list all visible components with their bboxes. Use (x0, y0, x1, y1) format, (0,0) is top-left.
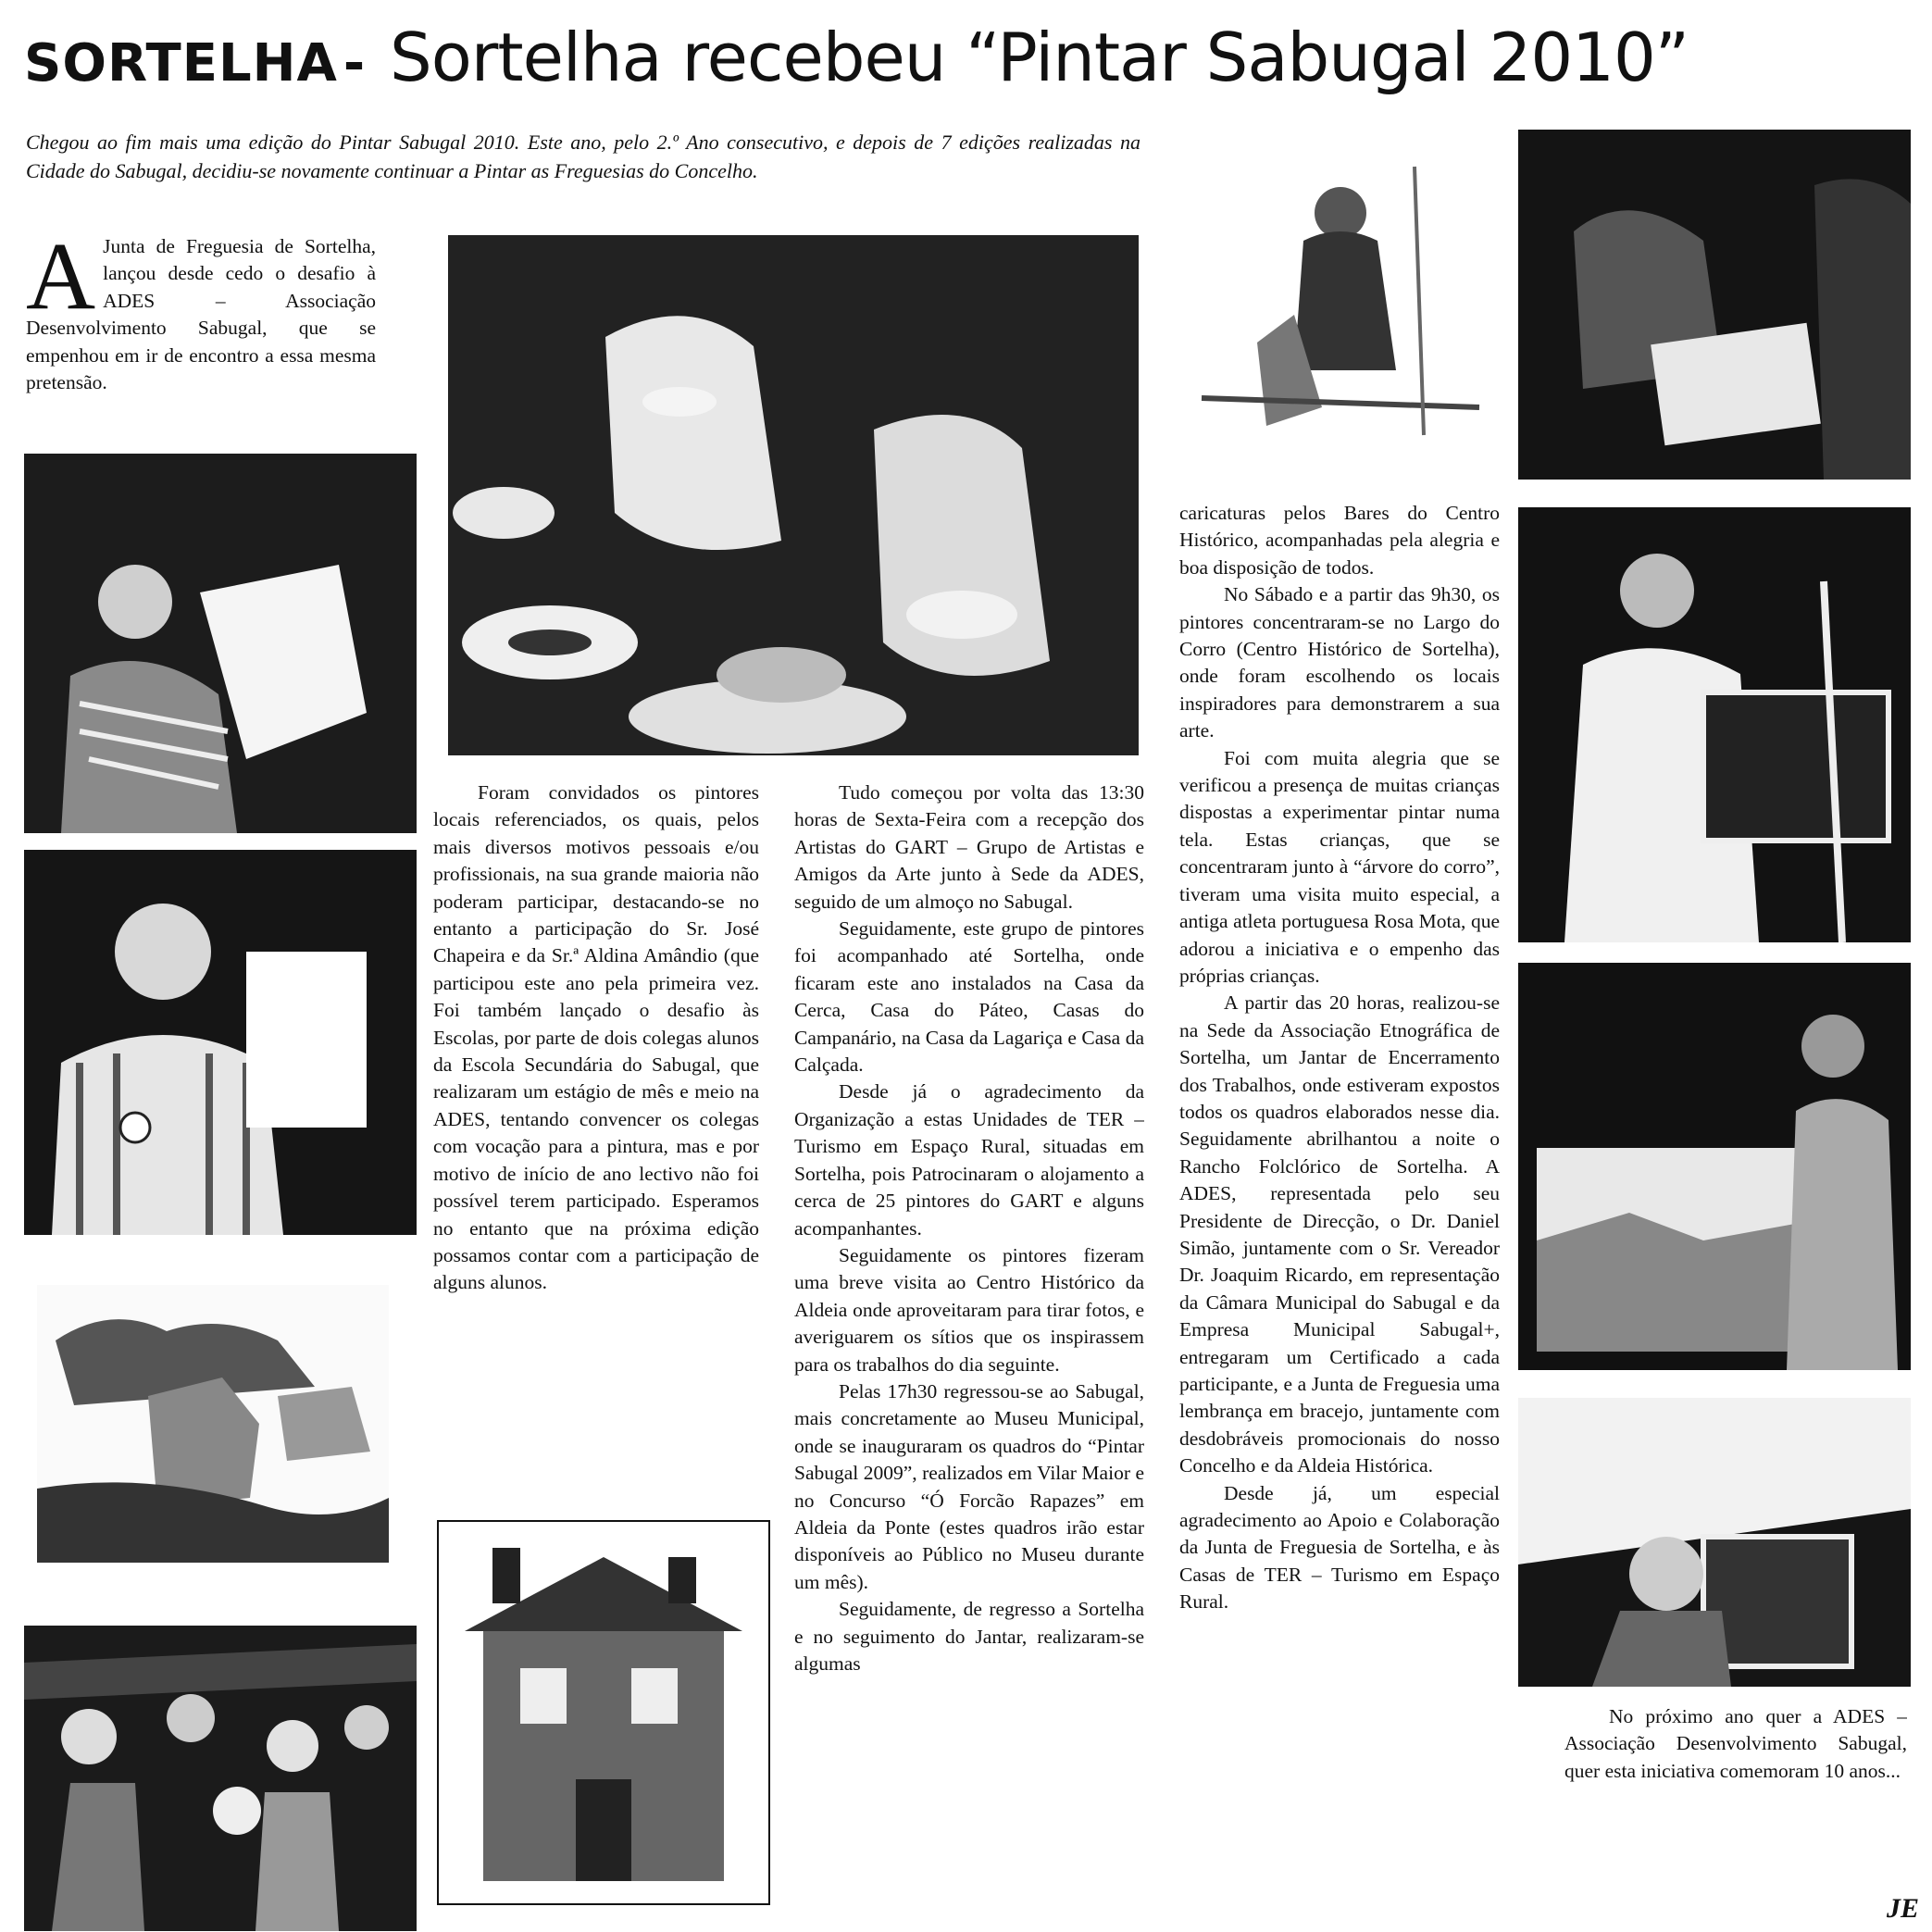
photo-group-of-children (24, 1626, 417, 1931)
photo-man-holding-sheet (24, 850, 417, 1235)
section-separator: - (343, 33, 365, 93)
column-paragraph: Tudo começou por volta das 13:30 horas de Sexta-Feira com a recepção dos Artistas do GART – Grupo de Artistas e Amigos da Arte junto à Sede da ADES, seguido de um almoço no Sabugal. (794, 781, 1144, 913)
article-column-2 (433, 779, 759, 1483)
column-paragraph: Seguidamente, de regresso a Sortelha e no seguimento do Jantar, realizaram-se algumas (794, 1598, 1144, 1675)
column-paragraph: Seguidamente os pintores fizeram uma breve visita ao Centro Histórico da Aldeia onde aproveitaram para tirar fotos, e averiguarem os sítios que os inspirassem para os trabalhos do dia seguinte. (794, 1243, 1144, 1376)
photo-painting-at-easel (1518, 130, 1911, 480)
column-paragraph: Foi com muita alegria que se verificou a presença de muitas crianças dispostas a experimentar pintar numa tela. Estas crianças, que se concentraram junto à “árvore do corro”, tiveram uma visita muito especial, a antiga atleta portuguesa Rosa Mota, que adorou a iniciativa e o empenho das próprias crianças. (1179, 746, 1500, 987)
photo-person-with-painting (1518, 1398, 1911, 1687)
lead-paragraph: Chegou ao fim mais uma edição do Pintar Sabugal 2010. Este ano, pelo 2.º Ano consecutivo, e depois de 7 edições realizadas na Cidade do Sabugal, decidiu-se novamente continuar a Pintar as Freguesias do Concelho. (26, 131, 1141, 182)
article-column-4 (1179, 500, 1500, 1927)
intro-paragraph (26, 233, 376, 396)
column-paragraph: Desde já, um especial agradecimento ao Apoio e Colaboração da Junta de Freguesia de Sortelha, e às Casas de TER – Turismo em Espaço Rural. (1179, 1481, 1500, 1614)
column-paragraph: Pelas 17h30 regressou-se ao Sabugal, mais concretamente ao Museu Municipal, onde se inauguraram os quadros do “Pintar Sabugal 2009”, realizados em Vilar Maior e no Concurso “Ó Forcão Rapazes” em Aldeia da Ponte (estes quadros irão estar disponíveis ao Público no Museu durante um mês). (794, 1379, 1144, 1593)
painting-village-watercolor (37, 1285, 389, 1563)
intro-text: Junta de Freguesia de Sortelha, lançou desde cedo o desafio à ADES – Associação Desenvolvimento Sabugal, que se empenhou em ir de encontro a essa mesma pretensão. (26, 235, 376, 394)
painting-stone-house (437, 1520, 770, 1905)
photo-person-with-paper (24, 454, 417, 833)
page-title: Sortelha recebeu “Pintar Sabugal 2010” (390, 19, 1689, 96)
photo-man-overlooking-village (1518, 963, 1911, 1370)
closing-paragraph: No próximo ano quer a ADES – Associação Desenvolvimento Sabugal, quer esta iniciativa comemoram 10 anos... (1564, 1705, 1907, 1782)
column-paragraph: Desde já o agradecimento da Organização a estas Unidades de TER – Turismo em Espaço Rural, situadas em Sortelha, pois Patrocinaram o alojamento a cerca de 25 pintores do GART e alguns acompanhantes. (794, 1080, 1144, 1240)
intro-column (26, 233, 376, 437)
photo-table-with-cups (448, 235, 1139, 755)
dropcap: A (26, 233, 96, 330)
column-paragraph: caricaturas pelos Bares do Centro Histórico, acompanhadas pela alegria e boa disposição de todos. (1179, 502, 1500, 579)
closing-column (1564, 1703, 1907, 1842)
author-signature: JE (1886, 1893, 1919, 1924)
headline (24, 13, 1913, 102)
column-paragraph: No Sábado e a partir das 9h30, os pintores concentraram-se no Largo do Corro (Centro Histórico de Sortelha), onde foram escolhendo os locais inspiradores para demonstrarem a sua arte. (1179, 583, 1500, 742)
article-column-3 (794, 779, 1144, 1927)
column-paragraph: Seguidamente, este grupo de pintores foi acompanhado até Sortelha, onde ficaram este ano instalados na Casa da Cerca, Casa do Páteo, Casas do Campanário, na Casa da Lagariça e Casa da Calçada. (794, 917, 1144, 1077)
column-paragraph: A partir das 20 horas, realizou-se na Sede da Associação Etnográfica de Sortelha, um Jantar de Encerramento dos Trabalhos, onde estiveram expostos todos os quadros elaborados nesse dia. Seguidamente abrilhantou a noite o Rancho Folclórico de Sortelha. A ADES, representada pelo seu Presidente de Direcção, o Dr. Daniel Simão, juntamente com o Sr. Vereador Dr. Joaquim Ricardo, em representação da Câmara Municipal do Sabugal e da Empresa Municipal Sabugal+, entregaram um Certificado a cada participante, e a Junta de Freguesia uma lembrança em bracejo, juntamente com desdobráveis promocionais do nosso Concelho e da Aldeia Histórica. (1179, 991, 1500, 1477)
photo-man-white-shirt-easel (1518, 507, 1911, 942)
column-paragraph: Foram convidados os pintores locais referenciados, os quais, pelos mais diversos motivos pessoais e/ou profissionais, na sua grande maioria não poderam participar, destacando-se no entanto a participação do Sr. José Chapeira e da Sr.ª Aldina Amândio (que participou este ano pela primeira vez. Foi também lançado o desafio às Escolas, por parte de dois colegas alunos da Escola Secundária do Sabugal, que realizaram um estágio de mês e meio na ADES, tentando convencer os colegas com vocação para a pintura, mas e por motivo de início de ano lectivo não foi possível terem participado. Esperamos no entanto que na próxima edição possamos contar com a participação de alguns alunos. (433, 781, 759, 1294)
sketch-seated-figure (1183, 130, 1498, 455)
section-label: SORTELHA (24, 33, 338, 93)
